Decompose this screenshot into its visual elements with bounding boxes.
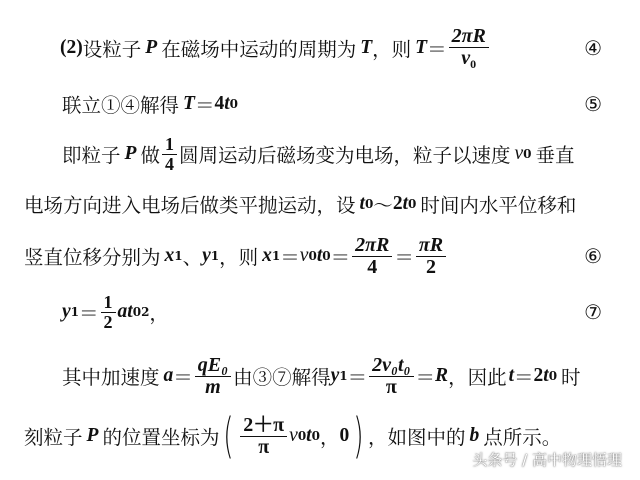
var-t: t	[224, 93, 230, 114]
number: 0	[339, 425, 350, 446]
line-1-content	[60, 24, 491, 72]
line-4-content	[24, 180, 576, 228]
fraction-x1-simplified	[416, 235, 446, 278]
line-5	[0, 232, 640, 280]
var-v: v	[461, 46, 471, 69]
var-v: v	[514, 143, 524, 164]
subscript: 1	[70, 305, 80, 319]
text: 的位置坐标为	[102, 426, 220, 449]
equals: ＝	[427, 38, 447, 61]
fraction-denominator: π	[258, 435, 270, 458]
var-t: t	[127, 301, 133, 322]
fraction-y1	[369, 355, 413, 398]
subscript: 1	[174, 249, 183, 263]
line-2-content	[62, 80, 238, 128]
subscript: 0	[548, 369, 558, 383]
var-T: T	[415, 37, 428, 58]
fraction-x1	[352, 235, 392, 278]
fraction-denominator: π	[385, 375, 397, 398]
fraction-quarter	[162, 135, 177, 174]
equals: ＝	[79, 302, 99, 325]
fraction-denominator: 2	[426, 255, 437, 278]
fraction-half	[101, 293, 116, 332]
fraction-denominator	[458, 48, 479, 71]
equation-marker-6: ⑥	[584, 244, 602, 268]
var-R: R	[435, 365, 449, 386]
var-y: y	[202, 245, 211, 266]
var-y: y	[330, 365, 340, 386]
text: 电场方向进入电场后做类平抛运动，设	[24, 194, 356, 217]
subscript: 1	[210, 249, 220, 263]
var-t: t	[359, 193, 365, 214]
text: 联立①④解得	[62, 94, 180, 117]
text: ，因此	[448, 366, 507, 389]
var-y: y	[62, 301, 71, 322]
subscript: 0	[311, 429, 320, 443]
equation-marker-4: ④	[584, 36, 602, 60]
line-3	[0, 130, 640, 178]
fraction-period	[449, 26, 489, 71]
subscript: 0	[229, 97, 238, 111]
subscript: 0	[308, 249, 317, 263]
fraction-coordinate	[240, 415, 287, 458]
subscript: 1	[339, 369, 348, 383]
equals: ＝	[514, 366, 534, 389]
line-1	[0, 24, 640, 72]
text: 垂直	[535, 144, 575, 167]
left-paren: (	[223, 408, 234, 464]
fraction-acceleration	[195, 355, 231, 398]
equals: ＝	[280, 246, 300, 269]
fraction-numerator: 2πR	[449, 26, 489, 48]
text: ，则	[219, 246, 259, 269]
fraction-numerator: 2v₀t₀	[369, 355, 413, 377]
subscript: 1	[271, 249, 281, 263]
superscript: 2	[141, 305, 150, 319]
line-3-content	[62, 130, 575, 178]
text: ，	[149, 302, 169, 325]
comma: ，	[319, 426, 340, 449]
subscript: 0	[322, 249, 331, 263]
text: 时间内水平位移和	[420, 194, 577, 217]
part-label: (2)	[60, 37, 83, 58]
line-6	[0, 288, 640, 336]
number: 2	[533, 365, 544, 386]
fraction-denominator: 2	[103, 311, 113, 332]
line-5-content	[24, 232, 448, 280]
var-p: P	[124, 143, 137, 164]
var-t: t	[316, 245, 323, 266]
text: 点所示。	[483, 426, 562, 449]
subscript: 0	[523, 147, 532, 161]
equals: ＝	[394, 246, 414, 269]
text: 做	[140, 144, 160, 167]
subscript: 0	[470, 56, 477, 71]
equals: ＝	[330, 246, 351, 269]
watermark: 头条号 / 高中物理悟理	[472, 451, 622, 469]
equals: ＝	[347, 366, 368, 389]
line-6-content	[62, 288, 169, 336]
fraction-numerator: 2πR	[352, 235, 392, 257]
text: 竖直位移分别为	[24, 246, 161, 269]
text: 即粒子	[62, 144, 121, 167]
text: 圆周运动后磁场变为电场，粒子以速度	[178, 144, 511, 167]
number: 4	[214, 93, 225, 114]
var-x: x	[164, 245, 175, 266]
text: 其中加速度	[62, 366, 160, 389]
equation-marker-5: ⑤	[584, 92, 602, 116]
equals: ＝	[173, 366, 193, 389]
equation-marker-7: ⑦	[584, 300, 602, 324]
text: 刻粒子	[24, 426, 83, 449]
fraction-numerator: πR	[416, 235, 446, 257]
subscript: 0	[364, 197, 374, 211]
line-7-content	[62, 352, 581, 400]
line-7	[0, 352, 640, 400]
fraction-denominator: 4	[164, 153, 174, 174]
fraction-numerator: 1	[101, 293, 116, 313]
text: 时	[561, 366, 581, 389]
var-t: t	[306, 425, 312, 446]
fraction-numerator: qE₀	[195, 355, 231, 377]
fraction-denominator: m	[205, 375, 221, 398]
var-v: v	[299, 245, 309, 266]
text: 在磁场中运动的周期为	[161, 38, 357, 61]
var-a: a	[117, 301, 128, 322]
var-T: T	[183, 93, 195, 114]
var-b: b	[469, 425, 480, 446]
subscript: 0	[407, 197, 417, 211]
text: 由③⑦解得	[233, 366, 331, 389]
fraction-numerator: 1	[162, 135, 177, 155]
number: 2	[392, 193, 403, 214]
separator: 、	[182, 246, 203, 269]
equals: ＝	[415, 366, 436, 389]
var-v: v	[289, 425, 298, 446]
text: ，则	[372, 38, 412, 61]
fraction-numerator: 2＋π	[240, 415, 287, 437]
line-2	[0, 80, 640, 128]
subscript: 0	[297, 429, 307, 443]
tilde: ～	[373, 194, 393, 217]
equals: ＝	[194, 94, 215, 117]
var-t: t	[508, 365, 514, 386]
fraction-denominator: 4	[367, 255, 378, 278]
text: 设粒子	[82, 38, 142, 61]
var-a: a	[163, 365, 174, 386]
var-p: P	[86, 425, 99, 446]
subscript: 0	[132, 305, 142, 319]
var-t: t	[402, 193, 408, 214]
var-t: t	[543, 365, 549, 386]
var-p: P	[145, 37, 158, 58]
var-x: x	[262, 245, 272, 266]
line-4	[0, 180, 640, 228]
var-T: T	[360, 37, 373, 58]
text: ，如图中的	[367, 426, 466, 449]
right-paren: )	[353, 408, 364, 464]
